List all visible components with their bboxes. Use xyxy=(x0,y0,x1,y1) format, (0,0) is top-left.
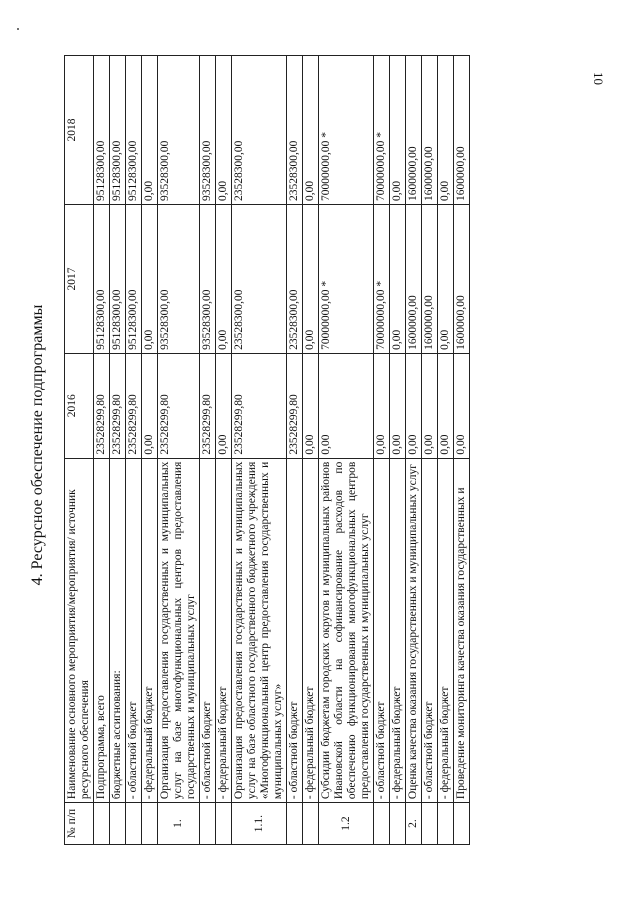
row-number xyxy=(216,803,232,845)
row-number: 1.1. xyxy=(232,803,287,845)
table-row xyxy=(422,56,438,845)
row-number xyxy=(390,803,406,845)
table-row xyxy=(303,56,319,845)
row-number: 1. xyxy=(158,803,200,845)
value-2017: 1600000,00 xyxy=(422,204,438,353)
table-header-row xyxy=(65,56,94,845)
row-name: - федеральный бюджет xyxy=(390,458,406,802)
row-number xyxy=(438,803,454,845)
value-2018: 70000000,00 * xyxy=(374,56,390,205)
row-name: Субсидии бюджетам городских округов и муниципальных районов Ивановской области на софинансирование расходов по обеспечению функционирования многофункциональных центров предоставления государственных и муниципальных услуг xyxy=(319,458,374,802)
header-year-2016: 2016 xyxy=(65,353,94,458)
row-name: Организация предоставления государственных и муниципальных услуг на базе многофункциональных центров предоставления государственных и муниципальных услуг xyxy=(158,458,200,802)
value-2017: 70000000,00 * xyxy=(374,204,390,353)
value-2016: 23528299,80 xyxy=(287,353,303,458)
value-2018: 0,00 xyxy=(216,56,232,205)
section-title: 4. Ресурсное обеспечение подпрограммы xyxy=(29,304,46,586)
row-name: Организация предоставления государственных и муниципальных услуг на базе областного государственного бюджетного учреждения «Многофункциональный центр предоставления государственных и муниципальных услуг» xyxy=(232,458,287,802)
value-2016: 23528299,80 xyxy=(126,353,142,458)
value-2016: 0,00 xyxy=(319,353,374,458)
value-2017: 0,00 xyxy=(142,204,158,353)
table-row xyxy=(390,56,406,845)
value-2018: 23528300,00 xyxy=(232,56,287,205)
value-2017: 23528300,00 xyxy=(287,204,303,353)
page-number: 10 xyxy=(591,72,606,85)
value-2017: 23528300,00 xyxy=(232,204,287,353)
value-2016: 23528299,80 xyxy=(110,353,126,458)
value-2017: 95128300,00 xyxy=(110,204,126,353)
row-name: бюджетные ассигнования: xyxy=(110,458,126,802)
row-number xyxy=(454,803,470,845)
row-name: - областной бюджет xyxy=(422,458,438,802)
value-2018: 95128300,00 xyxy=(126,56,142,205)
value-2017: 95128300,00 xyxy=(94,204,110,353)
table-row xyxy=(406,56,422,845)
table-row xyxy=(374,56,390,845)
value-2018: 1600000,00 xyxy=(454,56,470,205)
row-name: - областной бюджет xyxy=(126,458,142,802)
header-year-2017: 2017 xyxy=(65,204,94,353)
table-row xyxy=(94,56,110,845)
row-number xyxy=(200,803,216,845)
value-2016: 0,00 xyxy=(454,353,470,458)
row-number: 2. xyxy=(406,803,422,845)
table-row xyxy=(200,56,216,845)
table-row xyxy=(319,56,374,845)
row-name: - областной бюджет xyxy=(287,458,303,802)
table-row xyxy=(126,56,142,845)
row-name: Проведение мониторинга качества оказания государственных и xyxy=(454,458,470,802)
row-number xyxy=(287,803,303,845)
value-2017: 93528300,00 xyxy=(158,204,200,353)
table-row xyxy=(438,56,454,845)
row-number xyxy=(142,803,158,845)
value-2018: 70000000,00 * xyxy=(319,56,374,205)
rotated-page xyxy=(20,10,580,880)
row-name: - федеральный бюджет xyxy=(438,458,454,802)
row-name: Оценка качества оказания государственных и муниципальных услуг xyxy=(406,458,422,802)
value-2018: 0,00 xyxy=(390,56,406,205)
row-name: - федеральный бюджет xyxy=(216,458,232,802)
value-2018: 1600000,00 xyxy=(422,56,438,205)
row-number xyxy=(94,803,110,845)
value-2017: 0,00 xyxy=(438,204,454,353)
scan-speck xyxy=(17,28,19,30)
row-number xyxy=(374,803,390,845)
header-number: № п/п xyxy=(65,803,94,845)
table-row xyxy=(232,56,287,845)
row-number: 1.2 xyxy=(319,803,374,845)
value-2016: 0,00 xyxy=(216,353,232,458)
row-name: - областной бюджет xyxy=(374,458,390,802)
value-2017: 0,00 xyxy=(216,204,232,353)
value-2018: 23528300,00 xyxy=(287,56,303,205)
value-2018: 0,00 xyxy=(438,56,454,205)
value-2016: 23528299,80 xyxy=(158,353,200,458)
value-2018: 0,00 xyxy=(303,56,319,205)
value-2016: 0,00 xyxy=(390,353,406,458)
row-name: - областной бюджет xyxy=(200,458,216,802)
table-row xyxy=(110,56,126,845)
value-2017: 95128300,00 xyxy=(126,204,142,353)
value-2017: 70000000,00 * xyxy=(319,204,374,353)
table-row xyxy=(158,56,200,845)
value-2016: 0,00 xyxy=(303,353,319,458)
header-name: Наименование основного мероприятия/мероприятия/ источник ресурсного обеспечения xyxy=(65,458,94,802)
table-row xyxy=(216,56,232,845)
value-2017: 1600000,00 xyxy=(454,204,470,353)
value-2016: 23528299,80 xyxy=(94,353,110,458)
row-number xyxy=(303,803,319,845)
value-2016: 0,00 xyxy=(406,353,422,458)
row-name: - федеральный бюджет xyxy=(142,458,158,802)
value-2018: 95128300,00 xyxy=(94,56,110,205)
row-number xyxy=(110,803,126,845)
value-2018: 0,00 xyxy=(142,56,158,205)
row-number xyxy=(126,803,142,845)
value-2016: 0,00 xyxy=(438,353,454,458)
value-2018: 93528300,00 xyxy=(158,56,200,205)
value-2017: 93528300,00 xyxy=(200,204,216,353)
header-year-2018: 2018 xyxy=(65,56,94,205)
value-2017: 0,00 xyxy=(303,204,319,353)
value-2018: 1600000,00 xyxy=(406,56,422,205)
row-name: Подпрограмма, всего xyxy=(94,458,110,802)
row-name: - федеральный бюджет xyxy=(303,458,319,802)
resource-table xyxy=(64,55,470,845)
value-2017: 1600000,00 xyxy=(406,204,422,353)
value-2017: 0,00 xyxy=(390,204,406,353)
table-row xyxy=(287,56,303,845)
value-2016: 0,00 xyxy=(374,353,390,458)
table-row xyxy=(454,56,470,845)
value-2018: 93528300,00 xyxy=(200,56,216,205)
table-row xyxy=(142,56,158,845)
value-2016: 23528299,80 xyxy=(200,353,216,458)
value-2016: 23528299,80 xyxy=(232,353,287,458)
value-2016: 0,00 xyxy=(142,353,158,458)
value-2016: 0,00 xyxy=(422,353,438,458)
value-2018: 95128300,00 xyxy=(110,56,126,205)
row-number xyxy=(422,803,438,845)
